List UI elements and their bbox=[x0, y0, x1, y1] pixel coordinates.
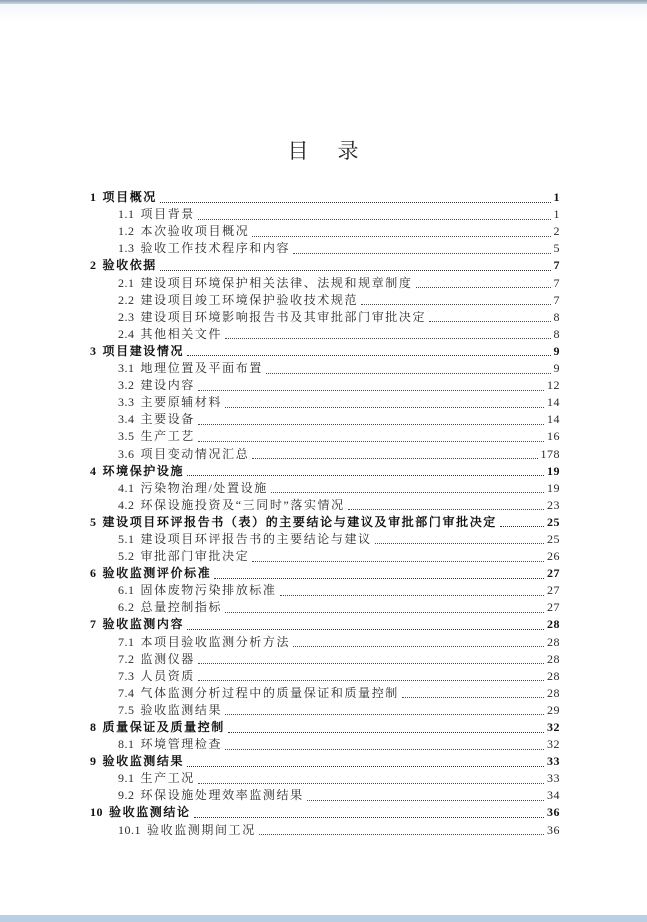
toc-entry bbox=[90, 444, 560, 461]
toc-entry-number: 3.2 bbox=[118, 378, 135, 393]
toc-entry-page: 32 bbox=[547, 720, 560, 734]
toc-entry-title: 建设项目环评报告书（表）的主要结论与建议及审批部门审批决定 bbox=[102, 514, 497, 529]
toc-entry-number: 10 bbox=[90, 805, 103, 820]
toc-entry-title: 生产工况 bbox=[140, 771, 195, 786]
toc-entry-number: 10.1 bbox=[118, 822, 141, 837]
toc-entry-number: 1.1 bbox=[118, 207, 135, 222]
toc-entry bbox=[90, 615, 560, 632]
dot-leader bbox=[198, 390, 544, 391]
toc-entry-page: 34 bbox=[547, 788, 560, 803]
toc-entry-number: 8 bbox=[90, 720, 97, 734]
toc-entry-title: 验收监测期间工况 bbox=[147, 822, 256, 837]
toc-entry-page: 33 bbox=[547, 771, 560, 786]
toc-entry-page: 27 bbox=[547, 600, 560, 615]
dot-leader bbox=[198, 663, 544, 664]
toc-entry-title: 固体废物污染排放标准 bbox=[140, 583, 277, 598]
toc-entry bbox=[90, 325, 560, 342]
toc-entry-page: 25 bbox=[547, 514, 560, 529]
toc-entry-title: 主要设备 bbox=[140, 412, 195, 427]
toc-entry bbox=[90, 376, 560, 393]
toc-entry-page: 25 bbox=[547, 531, 560, 546]
toc-entry-title: 验收监测内容 bbox=[102, 617, 185, 632]
toc-entry bbox=[90, 308, 560, 325]
toc-entry-title: 验收监测结论 bbox=[109, 805, 191, 820]
dot-leader bbox=[252, 236, 550, 237]
toc-entry-page: 1 bbox=[553, 207, 560, 222]
dot-leader bbox=[160, 202, 551, 203]
dot-leader bbox=[348, 509, 544, 510]
toc-entry-title: 建设项目竣工环境保护验收技术规范 bbox=[140, 292, 359, 307]
toc-entry-number: 2.2 bbox=[118, 292, 135, 307]
toc-entry bbox=[90, 667, 560, 684]
toc-entry-number: 2 bbox=[90, 258, 97, 273]
toc-entry-title: 环境保护设施 bbox=[102, 463, 185, 478]
toc-entry-number: 3.4 bbox=[118, 412, 135, 427]
toc-entry-title: 环保设施处理效率监测结果 bbox=[140, 788, 304, 803]
toc-entry-page: 8 bbox=[553, 326, 560, 341]
toc-entry-title: 其他相关文件 bbox=[140, 326, 223, 341]
toc-entry-page: 8 bbox=[553, 309, 560, 324]
toc-entry-number: 7.2 bbox=[118, 651, 135, 666]
toc-entry bbox=[90, 684, 560, 701]
toc-entry-page: 2 bbox=[553, 224, 560, 239]
dot-leader bbox=[225, 612, 544, 613]
dot-leader bbox=[160, 270, 551, 271]
dot-leader bbox=[225, 407, 544, 408]
toc-entry-page: 28 bbox=[547, 617, 560, 632]
toc-entry bbox=[90, 496, 560, 513]
toc-entry-number: 1.2 bbox=[118, 224, 135, 239]
toc-entry-number: 1 bbox=[90, 190, 97, 205]
toc-entry-title: 建设项目环境保护相关法律、法规和规章制度 bbox=[140, 275, 413, 290]
dot-leader bbox=[187, 475, 544, 476]
toc-entry-number: 7.4 bbox=[118, 685, 135, 700]
dot-leader bbox=[194, 817, 544, 818]
toc-entry-page: 9 bbox=[553, 343, 560, 358]
toc-entry bbox=[90, 581, 560, 598]
toc-entry-page: 33 bbox=[547, 754, 560, 769]
toc-entry-number: 3.6 bbox=[118, 446, 135, 461]
dot-leader bbox=[252, 561, 544, 562]
toc-entry-number: 4.2 bbox=[118, 497, 135, 512]
dot-leader bbox=[187, 629, 544, 630]
toc-entry-page: 7 bbox=[553, 292, 560, 307]
toc-entry-page: 28 bbox=[547, 634, 560, 649]
dot-leader bbox=[375, 543, 544, 544]
toc-entry-page: 7 bbox=[553, 275, 560, 290]
toc-entry-number: 3 bbox=[90, 343, 97, 358]
toc-entry-number: 9.2 bbox=[118, 788, 135, 803]
toc-entry-page: 28 bbox=[547, 685, 560, 700]
toc-entry-title: 监测仪器 bbox=[140, 651, 195, 666]
dot-leader bbox=[198, 424, 544, 425]
toc-entry-page: 27 bbox=[547, 566, 560, 581]
toc-entry-number: 3.1 bbox=[118, 361, 135, 376]
toc-entry-number: 6.2 bbox=[118, 600, 135, 615]
dot-leader bbox=[402, 697, 544, 698]
toc-entry-number: 7.1 bbox=[118, 634, 135, 649]
toc-entry-page: 29 bbox=[547, 702, 560, 717]
toc-entry-number: 5.2 bbox=[118, 549, 135, 564]
toc-entry bbox=[90, 273, 560, 290]
window-bottom-border bbox=[0, 915, 647, 922]
toc-entry bbox=[90, 752, 560, 769]
toc-entry-page: 14 bbox=[547, 395, 560, 410]
dot-leader bbox=[293, 646, 544, 647]
toc-entry-number: 5.1 bbox=[118, 531, 135, 546]
toc-entry-number: 3.5 bbox=[118, 429, 135, 444]
toc-title: 目 录 bbox=[287, 139, 363, 163]
toc-entry bbox=[90, 462, 560, 479]
toc-entry bbox=[90, 479, 560, 496]
dot-leader bbox=[225, 749, 544, 750]
toc-entry bbox=[90, 735, 560, 752]
toc-entry-number: 3.3 bbox=[118, 395, 135, 410]
toc-entry-number: 8.1 bbox=[118, 737, 135, 752]
toc-entry-title: 建设内容 bbox=[140, 378, 195, 393]
toc-entry-title: 本项目验收监测分析方法 bbox=[140, 634, 291, 649]
toc-entry bbox=[90, 256, 560, 273]
toc-entry-page: 28 bbox=[547, 651, 560, 666]
toc-entry bbox=[90, 410, 560, 427]
toc-entry-number: 2.1 bbox=[118, 275, 135, 290]
dot-leader bbox=[252, 458, 537, 459]
toc-entry-page: 23 bbox=[547, 497, 560, 512]
toc-entry-title: 验收监测结果 bbox=[102, 754, 185, 769]
toc-entry-number: 9 bbox=[90, 754, 97, 769]
toc-entry-number: 5 bbox=[90, 514, 97, 529]
dot-leader bbox=[500, 526, 544, 527]
dot-leader bbox=[271, 492, 544, 493]
toc-entry bbox=[90, 342, 560, 359]
toc-entry bbox=[90, 769, 560, 786]
toc-entry-number: 1.3 bbox=[118, 241, 135, 256]
toc-entry-number: 7.3 bbox=[118, 668, 135, 683]
toc-entry-number: 2.4 bbox=[118, 326, 135, 341]
dot-leader bbox=[416, 287, 551, 288]
toc-entry-title: 生产工艺 bbox=[140, 429, 195, 444]
toc-entry bbox=[90, 701, 560, 718]
toc-entry-page: 7 bbox=[553, 258, 560, 273]
toc-entry-page: 36 bbox=[547, 822, 560, 837]
toc-entry-page: 32 bbox=[547, 737, 560, 752]
dot-leader bbox=[198, 219, 551, 220]
dot-leader bbox=[228, 732, 544, 733]
toc-entry-title: 审批部门审批决定 bbox=[140, 549, 250, 564]
toc-entry-number: 2.3 bbox=[118, 309, 135, 324]
toc-entry-number: 7.5 bbox=[118, 702, 135, 717]
toc-entry-page: 14 bbox=[547, 412, 560, 427]
dot-leader bbox=[307, 800, 544, 801]
toc-entry-title: 项目建设情况 bbox=[102, 343, 185, 358]
toc-entry bbox=[90, 205, 560, 222]
dot-leader bbox=[187, 355, 550, 356]
toc-entry-page: 28 bbox=[547, 668, 560, 683]
toc-entry bbox=[90, 359, 560, 376]
toc-entry-page: 178 bbox=[540, 446, 560, 461]
toc-entry-title: 主要原辅材料 bbox=[140, 395, 223, 410]
toc-entry-page: 9 bbox=[553, 361, 560, 376]
dot-leader bbox=[266, 373, 551, 374]
toc-entry bbox=[90, 598, 560, 615]
dot-leader bbox=[293, 253, 550, 254]
toc-entry-page: 19 bbox=[547, 480, 560, 495]
toc-entry-title: 建设项目环评报告书的主要结论与建议 bbox=[140, 531, 372, 546]
toc-entry bbox=[90, 222, 560, 239]
toc-entry bbox=[90, 564, 560, 581]
dot-leader bbox=[361, 304, 550, 305]
toc-entry bbox=[90, 291, 560, 308]
dot-leader bbox=[187, 766, 544, 767]
toc-entry-title: 环境管理检查 bbox=[140, 737, 223, 752]
dot-leader bbox=[198, 783, 544, 784]
toc-entry bbox=[90, 803, 560, 820]
dot-leader bbox=[280, 595, 544, 596]
toc-entry-number: 6 bbox=[90, 566, 97, 581]
toc-entry-title: 项目背景 bbox=[140, 207, 195, 222]
dot-leader bbox=[214, 578, 544, 579]
toc-entry bbox=[90, 530, 560, 547]
toc-entry-number: 9.1 bbox=[118, 771, 135, 786]
toc-entry-title: 验收监测评价标准 bbox=[102, 566, 212, 581]
toc-entry bbox=[90, 632, 560, 649]
toc-entry-title: 质量保证及质量控制 bbox=[102, 720, 225, 734]
toc-entry-page: 1 bbox=[553, 190, 560, 205]
toc-entry-title: 验收工作技术程序和内容 bbox=[140, 241, 291, 256]
toc-entry-page: 19 bbox=[547, 463, 560, 478]
toc-entry bbox=[90, 393, 560, 410]
toc-entry-page: 16 bbox=[547, 429, 560, 444]
dot-leader bbox=[225, 714, 544, 715]
toc-entry bbox=[90, 239, 560, 256]
toc-entry-page: 26 bbox=[547, 549, 560, 564]
toc-entry bbox=[90, 188, 560, 205]
toc-entry-number: 6.1 bbox=[118, 583, 135, 598]
dot-leader bbox=[259, 834, 544, 835]
toc-entry-title: 验收监测结果 bbox=[140, 702, 223, 717]
toc-entry bbox=[90, 786, 560, 803]
toc-entry-page: 27 bbox=[547, 583, 560, 598]
toc-entry bbox=[90, 427, 560, 444]
toc-entry-title: 气体监测分析过程中的质量保证和质量控制 bbox=[140, 685, 399, 700]
toc-entry bbox=[90, 513, 560, 530]
toc-entry-page: 36 bbox=[547, 805, 560, 820]
dot-leader bbox=[198, 680, 544, 681]
toc-entry-title: 环保设施投资及“三同时”落实情况 bbox=[140, 497, 345, 512]
toc-entry-title: 项目概况 bbox=[102, 190, 157, 205]
toc-entry bbox=[90, 547, 560, 564]
toc-entry-title: 总量控制指标 bbox=[140, 600, 223, 615]
toc-entry-page: 5 bbox=[553, 241, 560, 256]
toc-entry-title: 本次验收项目概况 bbox=[140, 224, 250, 239]
toc-entry-number: 4 bbox=[90, 463, 97, 478]
toc-entry-page: 12 bbox=[547, 378, 560, 393]
toc-list bbox=[90, 188, 560, 838]
toc-entry-title: 建设项目环境影响报告书及其审批部门审批决定 bbox=[140, 309, 427, 324]
toc-entry-title: 人员资质 bbox=[140, 668, 195, 683]
toc-entry-title: 项目变动情况汇总 bbox=[140, 446, 250, 461]
toc-entry-number: 7 bbox=[90, 617, 97, 632]
toc-entry-title: 污染物治理/处置设施 bbox=[140, 480, 268, 495]
toc-entry-title: 验收依据 bbox=[102, 258, 157, 273]
toc-entry bbox=[90, 718, 560, 735]
dot-leader bbox=[225, 338, 550, 339]
toc-entry-title: 地理位置及平面布置 bbox=[140, 361, 263, 376]
dot-leader bbox=[429, 321, 550, 322]
toc-entry bbox=[90, 650, 560, 667]
toc-entry bbox=[90, 820, 560, 837]
dot-leader bbox=[198, 441, 544, 442]
toc-entry-number: 4.1 bbox=[118, 480, 135, 495]
